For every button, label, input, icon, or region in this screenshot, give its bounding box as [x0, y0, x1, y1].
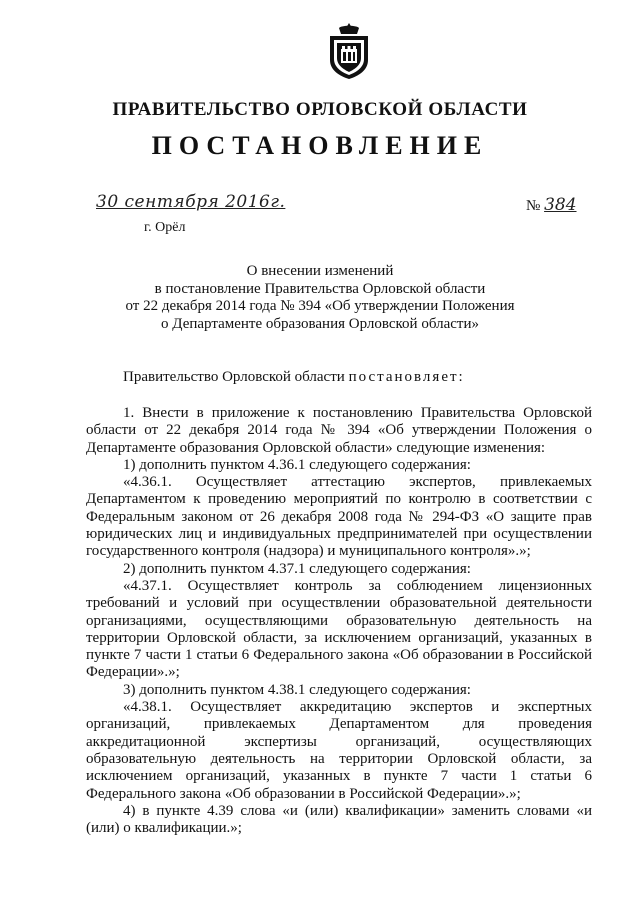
title-line: в постановление Правительства Орловской области — [154, 280, 486, 297]
coat-of-arms-emblem — [326, 22, 372, 80]
handwritten-date: 30 сентября 2016г. — [96, 192, 286, 212]
resolution-intro — [86, 369, 592, 386]
body-paragraph: 1) дополнить пунктом 4.36.1 следующего содержания: — [123, 456, 471, 473]
body-paragraph: 3) дополнить пунктом 4.38.1 следующего содержания: — [123, 681, 471, 698]
body-paragraph: «4.38.1. Осуществляет аккредитацию экспертов и экспертных организаций, привлекаемых Департаментом для проведения аккредитационной экспертизы организаций, осуществляющих образовательную деятельность на территории Орловской области, за исключением организаций, указанных в пункте 7 части 1 статьи 6 Федерального закона «Об образовании в Российской Федерации».»; — [86, 699, 592, 802]
body-paragraph: «4.37.1. Осуществляет контроль за соблюдением лицензионных требований и условий при осуществлении образовательной деятельности организациями, осуществляющими образовательную деятельность на территории Орловской области, за исключением организаций, указанных в пункте 7 части 1 статьи 6 Федерального закона «Об образовании в Российской Федерации».»; — [86, 577, 592, 681]
title-line: О внесении изменений — [246, 263, 394, 279]
document-title — [0, 263, 640, 333]
document-number — [526, 195, 577, 215]
document-type-heading: ПОСТАНОВЛЕНИЕ — [151, 131, 489, 160]
number-label: № — [526, 198, 541, 214]
intro-paragraph — [86, 369, 592, 386]
body-paragraph: 2) дополнить пунктом 4.37.1 следующего содержания: — [123, 560, 471, 577]
organization-heading: ПРАВИТЕЛЬСТВО ОРЛОВСКОЙ ОБЛАСТИ — [112, 99, 528, 120]
title-line: от 22 декабря 2014 года № 394 «Об утверждении Положения — [125, 298, 515, 314]
handwritten-number: 384 — [544, 195, 577, 215]
body-paragraph: 4) в пункте 4.39 слова «и (или) квалификации» заменить словами «и (или) о квалификации.»; — [86, 802, 592, 837]
city-label: г. Орёл — [144, 220, 186, 235]
body-paragraph: 1. Внести в приложение к постановлению Правительства Орловской области от 22 декабря 2014 года № 394 «Об утверждении Положения о Департаменте образования Орловской области» следующие изменения: — [86, 405, 592, 456]
title-line: о Департаменте образования Орловской области» — [161, 315, 479, 332]
intro-text: Правительство Орловской области — [123, 369, 345, 385]
body-paragraph: «4.36.1. Осуществляет аттестацию экспертов, привлекаемых Департаментом к проведению мероприятий по контролю в соответствии с Федеральным законом от 26 декабря 2008 года № 294-ФЗ «О защите прав юридических лиц и индивидуальных предпринимателей при осуществлении государственного контроля (надзора) и муниципального контроля».»; — [86, 474, 592, 560]
intro-spaced-verb: постановляет: — [348, 369, 465, 385]
document-body — [86, 405, 592, 837]
